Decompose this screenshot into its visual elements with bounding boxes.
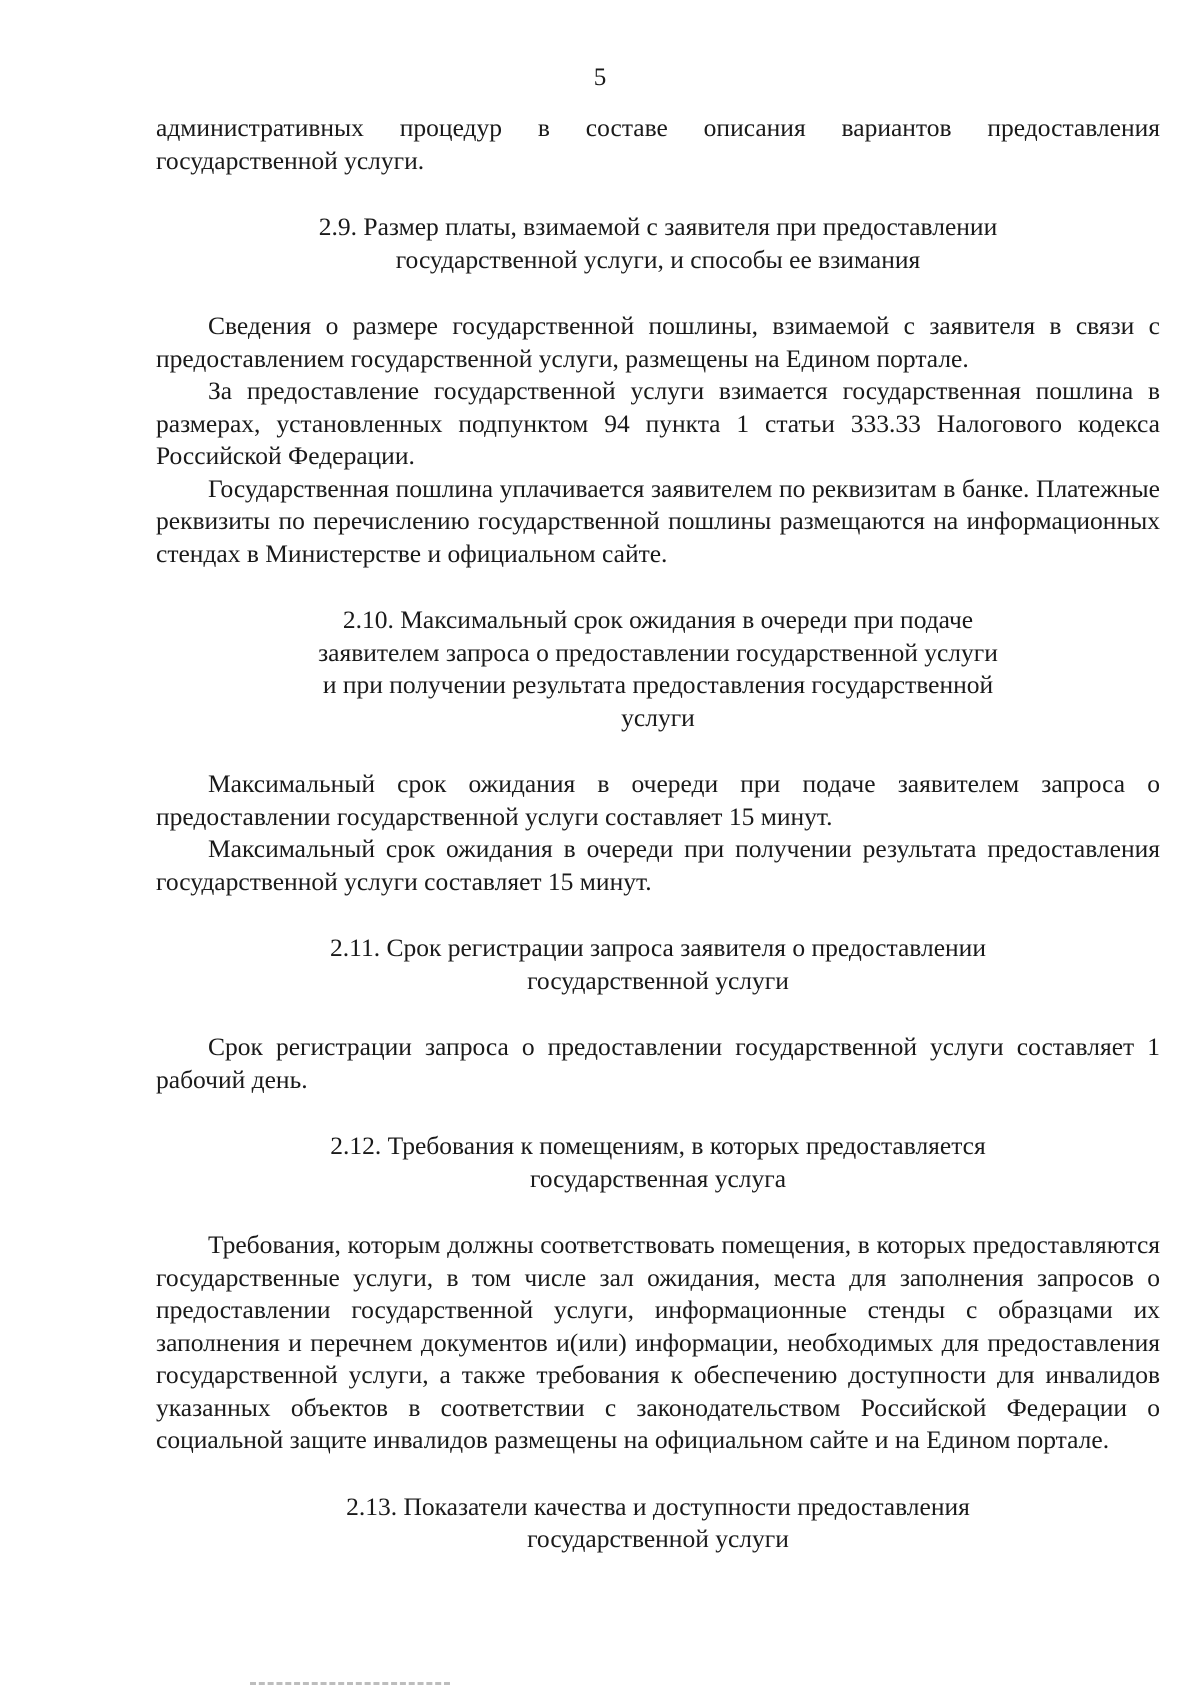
section-2-12: [156, 1130, 1160, 1457]
page-number: 5: [593, 64, 607, 91]
scan-artifact: [250, 1682, 450, 1689]
paragraph: Максимальный срок ожидания в очереди при подаче заявителем запроса о предоставлении государственной услуги составляет 15 минут.: [156, 769, 1160, 831]
paragraph: За предоставление государственной услуги взимается государственная пошлина в размерах, установленных подпунктом 94 пункта 1 статьи 333.33 Налогового кодекса Российской Федерации.: [156, 376, 1160, 470]
heading-line: 2.12. Требования к помещениям, в которых предоставляется: [330, 1131, 986, 1160]
heading-line: государственной услуги: [527, 1524, 789, 1553]
heading-line: государственной услуги: [527, 965, 789, 995]
heading-line: услуги: [621, 702, 695, 732]
paragraph: Государственная пошлина уплачивается заявителем по реквизитам в банке. Платежные реквизиты по перечислению государственной пошлины размещаются на информационных стендах в Министерстве и официальном сайте.: [156, 473, 1160, 568]
paragraph: Максимальный срок ожидания в очереди при получении результата предоставления государственной услуги составляет 15 минут.: [156, 834, 1160, 896]
section-heading: [156, 1491, 1160, 1556]
heading-line: государственной услуги, и способы ее взимания: [395, 244, 921, 274]
section-heading: [156, 211, 1160, 276]
heading-line: и при получении результата предоставления государственной: [322, 670, 994, 699]
section-heading: [156, 1130, 1160, 1195]
heading-line: 2.11. Срок регистрации запроса заявителя о предоставлении: [330, 933, 986, 962]
heading-line: заявителем запроса о предоставлении государственной услуги: [318, 637, 998, 667]
heading-line: государственная услуга: [529, 1163, 787, 1193]
document-body: [156, 112, 1160, 1556]
heading-line: 2.10. Максимальный срок ожидания в очереди при подаче: [342, 605, 974, 634]
section-2-13: [156, 1491, 1160, 1556]
paragraph: Срок регистрации запроса о предоставлении государственной услуги составляет 1 рабочий день.: [156, 1032, 1160, 1094]
section-2-10: [156, 604, 1160, 898]
paragraph: Сведения о размере государственной пошлины, взимаемой с заявителя в связи с предоставлением государственной услуги, размещены на Едином портале.: [156, 311, 1160, 373]
heading-line: 2.9. Размер платы, взимаемой с заявителя при предоставлении: [318, 212, 998, 241]
section-heading: [156, 604, 1160, 734]
intro-paragraph: административных процедур в составе описания вариантов предоставления государственной услуги.: [156, 113, 1160, 175]
section-2-9: [156, 211, 1160, 570]
heading-line: 2.13. Показатели качества и доступности предоставления: [346, 1491, 970, 1521]
paragraph: Требования, которым должны соответствовать помещения, в которых предоставляются государственные услуги, в том числе зал ожидания, места для заполнения запросов о предоставлении государственной услуги, информационные стенды с образцами их заполнения и перечнем документов и(или) информации, необходимых для предоставления государственной услуги, а также требования к обеспечению доступности для инвалидов указанных объектов в соответствии с законодательством Российской Федерации о социальной защите инвалидов размещены на официальном сайте и на Едином портале.: [156, 1230, 1160, 1454]
section-heading: [156, 932, 1160, 997]
section-2-11: [156, 932, 1160, 1096]
